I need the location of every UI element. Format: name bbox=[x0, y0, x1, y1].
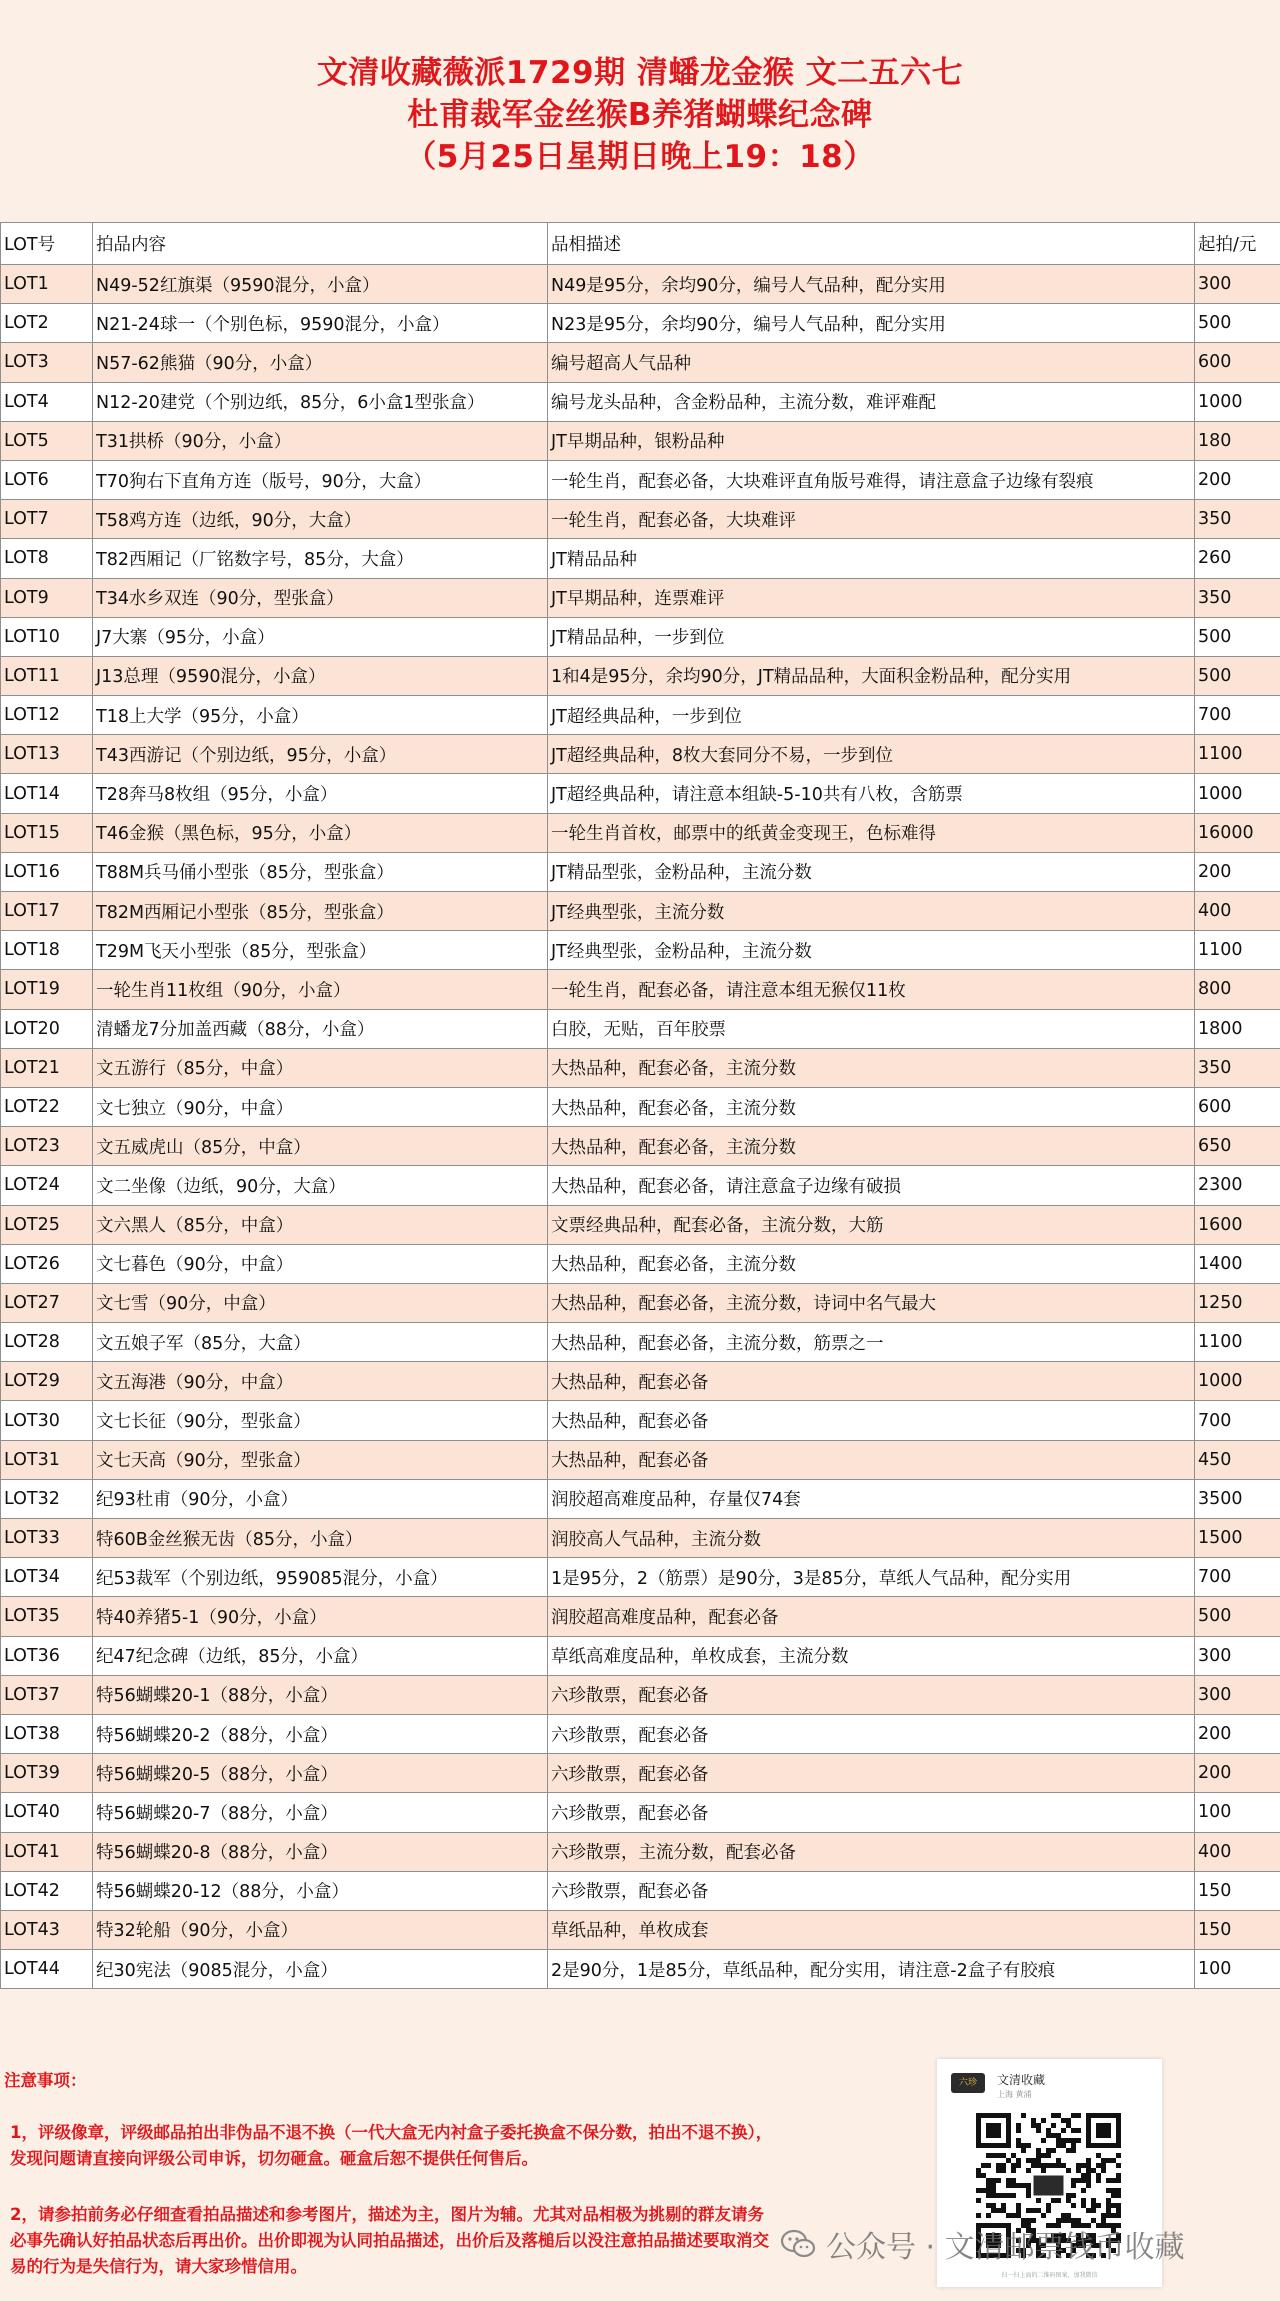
cell-condition: JT经典型张，主流分数 bbox=[548, 892, 1195, 931]
cell-lot: LOT13 bbox=[1, 735, 93, 774]
table-row bbox=[1, 1087, 1280, 1126]
cell-start-price: 200 bbox=[1195, 1754, 1280, 1793]
cell-condition: 润胶超高难度品种，存量仅74套 bbox=[548, 1479, 1195, 1518]
cell-start-price: 1100 bbox=[1195, 1323, 1280, 1362]
cell-lot: LOT22 bbox=[1, 1087, 93, 1126]
cell-lot: LOT17 bbox=[1, 892, 93, 931]
cell-content: 特40养猪5-1（90分，小盒） bbox=[93, 1597, 548, 1636]
cell-start-price: 400 bbox=[1195, 892, 1280, 931]
cell-condition: 大热品种，配套必备，主流分数 bbox=[548, 1087, 1195, 1126]
cell-lot: LOT8 bbox=[1, 539, 93, 578]
cell-condition: 1和4是95分，余均90分，JT精品品种，大面积金粉品种，配分实用 bbox=[548, 656, 1195, 695]
cell-lot: LOT1 bbox=[1, 265, 93, 304]
cell-content: 特56蝴蝶20-7（88分，小盒） bbox=[93, 1793, 548, 1832]
cell-content: 特56蝴蝶20-1（88分，小盒） bbox=[93, 1675, 548, 1714]
cell-lot: LOT20 bbox=[1, 1009, 93, 1048]
table-row bbox=[1, 382, 1280, 421]
cell-lot: LOT3 bbox=[1, 343, 93, 382]
cell-start-price: 200 bbox=[1195, 852, 1280, 891]
cell-condition: JT精品品种 bbox=[548, 539, 1195, 578]
cell-start-price: 1100 bbox=[1195, 931, 1280, 970]
cell-content: 纪30宪法（9085混分，小盒） bbox=[93, 1950, 548, 1989]
cell-start-price: 1250 bbox=[1195, 1283, 1280, 1322]
table-row bbox=[1, 1832, 1280, 1871]
cell-start-price: 500 bbox=[1195, 304, 1280, 343]
cell-start-price: 1500 bbox=[1195, 1519, 1280, 1558]
cell-start-price: 150 bbox=[1195, 1871, 1280, 1910]
cell-content: T28奔马8枚组（95分，小盒） bbox=[93, 774, 548, 813]
cell-content: 文五游行（85分，中盒） bbox=[93, 1048, 548, 1087]
table-row bbox=[1, 617, 1280, 656]
cell-condition: JT超经典品种，请注意本组缺-5-10共有八枚，含筋票 bbox=[548, 774, 1195, 813]
table-row bbox=[1, 539, 1280, 578]
cell-condition: 润胶超高难度品种，配套必备 bbox=[548, 1597, 1195, 1636]
cell-start-price: 650 bbox=[1195, 1127, 1280, 1166]
cell-condition: 大热品种，配套必备，主流分数 bbox=[548, 1127, 1195, 1166]
table-row bbox=[1, 1205, 1280, 1244]
cell-content: 纪53裁军（个别边纸，959085混分，小盒） bbox=[93, 1558, 548, 1597]
cell-lot: LOT11 bbox=[1, 656, 93, 695]
cell-content: 纪47纪念碑（边纸，85分，小盒） bbox=[93, 1636, 548, 1675]
qr-footer: 扫一扫上面的二维码图案，加我微信 bbox=[1001, 2272, 1098, 2279]
cell-condition: JT精品型张，金粉品种，主流分数 bbox=[548, 852, 1195, 891]
cell-start-price: 400 bbox=[1195, 1832, 1280, 1871]
cell-condition: 一轮生肖首枚，邮票中的纸黄金变现王，色标难得 bbox=[548, 813, 1195, 852]
notes-title: 注意事项： bbox=[4, 2071, 87, 2090]
cell-content: 特56蝴蝶20-2（88分，小盒） bbox=[93, 1714, 548, 1753]
table-row bbox=[1, 421, 1280, 460]
table-row bbox=[1, 1519, 1280, 1558]
cell-condition: 大热品种，配套必备，请注意盒子边缘有破损 bbox=[548, 1166, 1195, 1205]
cell-content: 文五海港（90分，中盒） bbox=[93, 1362, 548, 1401]
cell-start-price: 3500 bbox=[1195, 1479, 1280, 1518]
cell-content: J7大寨（95分，小盒） bbox=[93, 617, 548, 656]
cell-start-price: 100 bbox=[1195, 1950, 1280, 1989]
cell-start-price: 300 bbox=[1195, 1675, 1280, 1714]
cell-condition: 一轮生肖，配套必备，请注意本组无猴仅11枚 bbox=[548, 970, 1195, 1009]
table-row bbox=[1, 774, 1280, 813]
table-row bbox=[1, 931, 1280, 970]
cell-condition: 六珍散票，配套必备 bbox=[548, 1754, 1195, 1793]
cell-lot: LOT44 bbox=[1, 1950, 93, 1989]
cell-start-price: 700 bbox=[1195, 696, 1280, 735]
table-row bbox=[1, 656, 1280, 695]
cell-start-price: 600 bbox=[1195, 1087, 1280, 1126]
cell-condition: JT早期品种，银粉品种 bbox=[548, 421, 1195, 460]
cell-start-price: 2300 bbox=[1195, 1166, 1280, 1205]
cell-condition: 一轮生肖，配套必备，大块难评 bbox=[548, 500, 1195, 539]
cell-lot: LOT21 bbox=[1, 1048, 93, 1087]
table-row bbox=[1, 1597, 1280, 1636]
cell-lot: LOT14 bbox=[1, 774, 93, 813]
cell-start-price: 300 bbox=[1195, 1636, 1280, 1675]
cell-lot: LOT36 bbox=[1, 1636, 93, 1675]
cell-condition: 润胶高人气品种，主流分数 bbox=[548, 1519, 1195, 1558]
table-row bbox=[1, 1910, 1280, 1949]
page-header bbox=[0, 0, 1280, 222]
cell-condition: 大热品种，配套必备 bbox=[548, 1401, 1195, 1440]
cell-lot: LOT27 bbox=[1, 1283, 93, 1322]
cell-condition: 大热品种，配套必备 bbox=[548, 1440, 1195, 1479]
cell-lot: LOT16 bbox=[1, 852, 93, 891]
cell-condition: JT超经典品种，8枚大套同分不易，一步到位 bbox=[548, 735, 1195, 774]
auction-title-line1: 文清收藏薇派1729期 清蟠龙金猴 文二五六七 bbox=[316, 55, 964, 91]
notes-paragraph-1: 1，评级像章，评级邮品拍出非伪品不退不换（一代大盒无内衬盒子委托换盒不保分数，拍出不退不换），发现问题请直接向评级公司申诉，切勿砸盒。砸盒后恕不提供任何售后。 bbox=[10, 2123, 773, 2168]
cell-condition: 白胶，无贴，百年胶票 bbox=[548, 1009, 1195, 1048]
table-row bbox=[1, 304, 1280, 343]
cell-content: N57-62熊猫（90分，小盒） bbox=[93, 343, 548, 382]
table-row bbox=[1, 500, 1280, 539]
col-header-condition: 品相描述 bbox=[548, 223, 1195, 265]
cell-content: 特32轮船（90分，小盒） bbox=[93, 1910, 548, 1949]
cell-condition: 编号超高人气品种 bbox=[548, 343, 1195, 382]
table-row bbox=[1, 265, 1280, 304]
cell-start-price: 150 bbox=[1195, 1910, 1280, 1949]
cell-start-price: 260 bbox=[1195, 539, 1280, 578]
table-row bbox=[1, 343, 1280, 382]
cell-condition: 六珍散票，配套必备 bbox=[548, 1871, 1195, 1910]
cell-condition: 大热品种，配套必备，主流分数，诗词中名气最大 bbox=[548, 1283, 1195, 1322]
cell-lot: LOT31 bbox=[1, 1440, 93, 1479]
cell-content: 纪93杜甫（90分，小盒） bbox=[93, 1479, 548, 1518]
cell-start-price: 180 bbox=[1195, 421, 1280, 460]
cell-start-price: 500 bbox=[1195, 656, 1280, 695]
cell-lot: LOT35 bbox=[1, 1597, 93, 1636]
cell-condition: 草纸品种，单枚成套 bbox=[548, 1910, 1195, 1949]
cell-lot: LOT33 bbox=[1, 1519, 93, 1558]
cell-start-price: 200 bbox=[1195, 460, 1280, 499]
table-row bbox=[1, 578, 1280, 617]
cell-lot: LOT25 bbox=[1, 1205, 93, 1244]
cell-content: T34水乡双连（90分，型张盒） bbox=[93, 578, 548, 617]
table-row bbox=[1, 1323, 1280, 1362]
cell-content: 特56蝴蝶20-8（88分，小盒） bbox=[93, 1832, 548, 1871]
cell-condition: JT超经典品种，一步到位 bbox=[548, 696, 1195, 735]
table-row bbox=[1, 1244, 1280, 1283]
cell-content: T31拱桥（90分，小盒） bbox=[93, 421, 548, 460]
cell-start-price: 600 bbox=[1195, 343, 1280, 382]
cell-content: 特56蝴蝶20-12（88分，小盒） bbox=[93, 1871, 548, 1910]
cell-condition: 六珍散票，配套必备 bbox=[548, 1714, 1195, 1753]
cell-condition: 文票经典品种，配套必备，主流分数，大筋 bbox=[548, 1205, 1195, 1244]
lot-table-body bbox=[1, 265, 1280, 1989]
cell-content: 文五威虎山（85分，中盒） bbox=[93, 1127, 548, 1166]
cell-content: N49-52红旗渠（9590混分，小盒） bbox=[93, 265, 548, 304]
table-row bbox=[1, 1166, 1280, 1205]
cell-condition: 一轮生肖，配套必备，大块难评直角版号难得，请注意盒子边缘有裂痕 bbox=[548, 460, 1195, 499]
cell-lot: LOT5 bbox=[1, 421, 93, 460]
cell-condition: 大热品种，配套必备 bbox=[548, 1362, 1195, 1401]
cell-lot: LOT23 bbox=[1, 1127, 93, 1166]
cell-lot: LOT32 bbox=[1, 1479, 93, 1518]
cell-content: 文二坐像（边纸，90分，大盒） bbox=[93, 1166, 548, 1205]
table-row bbox=[1, 852, 1280, 891]
cell-condition: N23是95分，余均90分，编号人气品种，配分实用 bbox=[548, 304, 1195, 343]
cell-content: T82西厢记（厂铭数字号，85分，大盒） bbox=[93, 539, 548, 578]
cell-content: T18上大学（95分，小盒） bbox=[93, 696, 548, 735]
cell-content: 特56蝴蝶20-5（88分，小盒） bbox=[93, 1754, 548, 1793]
cell-content: 特60B金丝猴无齿（85分，小盒） bbox=[93, 1519, 548, 1558]
table-row bbox=[1, 1048, 1280, 1087]
cell-condition: 六珍散票，配套必备 bbox=[548, 1675, 1195, 1714]
cell-condition: 六珍散票，主流分数，配套必备 bbox=[548, 1832, 1195, 1871]
cell-content: 文七雪（90分，中盒） bbox=[93, 1283, 548, 1322]
cell-content: T43西游记（个别边纸，95分，小盒） bbox=[93, 735, 548, 774]
cell-condition: JT精品品种，一步到位 bbox=[548, 617, 1195, 656]
cell-lot: LOT34 bbox=[1, 1558, 93, 1597]
cell-lot: LOT24 bbox=[1, 1166, 93, 1205]
cell-content: 文七暮色（90分，中盒） bbox=[93, 1244, 548, 1283]
table-row bbox=[1, 892, 1280, 931]
table-row bbox=[1, 970, 1280, 1009]
cell-content: T58鸡方连（边纸，90分，大盒） bbox=[93, 500, 548, 539]
cell-content: 文七独立（90分，中盒） bbox=[93, 1087, 548, 1126]
cell-lot: LOT41 bbox=[1, 1832, 93, 1871]
cell-lot: LOT7 bbox=[1, 500, 93, 539]
cell-condition: 大热品种，配套必备，主流分数 bbox=[548, 1244, 1195, 1283]
qr-account-location: 上海 黄浦 bbox=[997, 2090, 1032, 2099]
table-row bbox=[1, 696, 1280, 735]
lot-table bbox=[0, 222, 1280, 1989]
cell-content: T70狗右下直角方连（版号，90分，大盒） bbox=[93, 460, 548, 499]
table-row bbox=[1, 1675, 1280, 1714]
table-row bbox=[1, 1440, 1280, 1479]
qr-logo: 六珍 bbox=[951, 2073, 985, 2093]
cell-condition: JT早期品种，连票难评 bbox=[548, 578, 1195, 617]
cell-start-price: 16000 bbox=[1195, 813, 1280, 852]
cell-start-price: 1400 bbox=[1195, 1244, 1280, 1283]
cell-content: 文六黑人（85分，中盒） bbox=[93, 1205, 548, 1244]
cell-condition: 编号龙头品种，含金粉品种，主流分数，难评难配 bbox=[548, 382, 1195, 421]
cell-start-price: 300 bbox=[1195, 265, 1280, 304]
table-row bbox=[1, 1558, 1280, 1597]
table-header-row bbox=[1, 223, 1280, 265]
watermark-text: 公众号 · 文清邮票钱币收藏 bbox=[826, 2230, 1185, 2265]
cell-lot: LOT39 bbox=[1, 1754, 93, 1793]
cell-lot: LOT26 bbox=[1, 1244, 93, 1283]
cell-content: 文七长征（90分，型张盒） bbox=[93, 1401, 548, 1440]
cell-start-price: 700 bbox=[1195, 1401, 1280, 1440]
cell-content: N12-20建党（个别边纸，85分，6小盒1型张盒） bbox=[93, 382, 548, 421]
notes-paragraph-2: 2，请参拍前务必仔细查看拍品描述和参考图片，描述为主，图片为辅。尤其对品相极为挑剔的群友请务必事先确认好拍品状态后再出价。出价即视为认同拍品描述，出价后及落槌后以没注意拍品描述要取消交易的行为是失信行为，请大家珍惜信用。 bbox=[10, 2205, 769, 2276]
cell-lot: LOT4 bbox=[1, 382, 93, 421]
cell-condition: 六珍散票，配套必备 bbox=[548, 1793, 1195, 1832]
cell-condition: JT经典型张，金粉品种，主流分数 bbox=[548, 931, 1195, 970]
cell-content: 清蟠龙7分加盖西藏（88分，小盒） bbox=[93, 1009, 548, 1048]
cell-lot: LOT30 bbox=[1, 1401, 93, 1440]
cell-lot: LOT19 bbox=[1, 970, 93, 1009]
cell-content: 一轮生肖11枚组（90分，小盒） bbox=[93, 970, 548, 1009]
cell-lot: LOT10 bbox=[1, 617, 93, 656]
cell-lot: LOT9 bbox=[1, 578, 93, 617]
table-row bbox=[1, 460, 1280, 499]
table-row bbox=[1, 813, 1280, 852]
cell-lot: LOT12 bbox=[1, 696, 93, 735]
cell-content: 文五娘子军（85分，大盒） bbox=[93, 1323, 548, 1362]
cell-lot: LOT38 bbox=[1, 1714, 93, 1753]
table-row bbox=[1, 1636, 1280, 1675]
col-header-start-price: 起拍/元 bbox=[1195, 223, 1280, 265]
cell-lot: LOT40 bbox=[1, 1793, 93, 1832]
cell-start-price: 500 bbox=[1195, 617, 1280, 656]
cell-lot: LOT6 bbox=[1, 460, 93, 499]
col-header-lot: LOT号 bbox=[1, 223, 93, 265]
cell-condition: N49是95分，余均90分，编号人气品种，配分实用 bbox=[548, 265, 1195, 304]
auction-title-line2: 杜甫裁军金丝猴B养猪蝴蝶纪念碑 bbox=[407, 97, 873, 133]
auction-date: （5月25日星期日晚上19：18） bbox=[405, 139, 875, 175]
watermark bbox=[780, 2226, 1185, 2265]
cell-lot: LOT28 bbox=[1, 1323, 93, 1362]
table-row bbox=[1, 1714, 1280, 1753]
cell-start-price: 350 bbox=[1195, 500, 1280, 539]
table-row bbox=[1, 1362, 1280, 1401]
cell-content: J13总理（9590混分，小盒） bbox=[93, 656, 548, 695]
cell-start-price: 1000 bbox=[1195, 774, 1280, 813]
cell-content: 文七天高（90分，型张盒） bbox=[93, 1440, 548, 1479]
cell-start-price: 350 bbox=[1195, 578, 1280, 617]
table-row bbox=[1, 1401, 1280, 1440]
cell-content: T82M西厢记小型张（85分，型张盒） bbox=[93, 892, 548, 931]
cell-condition: 1是95分，2（筋票）是90分，3是85分，草纸人气品种，配分实用 bbox=[548, 1558, 1195, 1597]
cell-start-price: 1000 bbox=[1195, 1362, 1280, 1401]
cell-start-price: 1000 bbox=[1195, 382, 1280, 421]
table-row bbox=[1, 1479, 1280, 1518]
cell-start-price: 450 bbox=[1195, 1440, 1280, 1479]
cell-condition: 草纸高难度品种，单枚成套，主流分数 bbox=[548, 1636, 1195, 1675]
cell-start-price: 500 bbox=[1195, 1597, 1280, 1636]
cell-lot: LOT37 bbox=[1, 1675, 93, 1714]
cell-start-price: 100 bbox=[1195, 1793, 1280, 1832]
qr-account-name: 文清收藏 bbox=[997, 2073, 1046, 2087]
table-row bbox=[1, 1871, 1280, 1910]
table-row bbox=[1, 1283, 1280, 1322]
cell-condition: 大热品种，配套必备，主流分数，筋票之一 bbox=[548, 1323, 1195, 1362]
cell-lot: LOT15 bbox=[1, 813, 93, 852]
cell-lot: LOT18 bbox=[1, 931, 93, 970]
cell-start-price: 200 bbox=[1195, 1714, 1280, 1753]
table-row bbox=[1, 1009, 1280, 1048]
cell-start-price: 350 bbox=[1195, 1048, 1280, 1087]
cell-condition: 大热品种，配套必备，主流分数 bbox=[548, 1048, 1195, 1087]
wechat-icon bbox=[780, 2229, 816, 2259]
cell-condition: 2是90分，1是85分，草纸品种，配分实用，请注意-2盒子有胶痕 bbox=[548, 1950, 1195, 1989]
cell-lot: LOT29 bbox=[1, 1362, 93, 1401]
cell-start-price: 1800 bbox=[1195, 1009, 1280, 1048]
table-row bbox=[1, 1793, 1280, 1832]
cell-start-price: 700 bbox=[1195, 1558, 1280, 1597]
cell-start-price: 1600 bbox=[1195, 1205, 1280, 1244]
cell-content: T88M兵马俑小型张（85分，型张盒） bbox=[93, 852, 548, 891]
table-row bbox=[1, 1127, 1280, 1166]
cell-lot: LOT43 bbox=[1, 1910, 93, 1949]
cell-lot: LOT2 bbox=[1, 304, 93, 343]
table-row bbox=[1, 735, 1280, 774]
table-row bbox=[1, 1950, 1280, 1989]
cell-content: T46金猴（黑色标，95分，小盒） bbox=[93, 813, 548, 852]
cell-lot: LOT42 bbox=[1, 1871, 93, 1910]
cell-content: N21-24球一（个别色标，9590混分，小盒） bbox=[93, 304, 548, 343]
cell-start-price: 800 bbox=[1195, 970, 1280, 1009]
cell-content: T29M飞天小型张（85分，型张盒） bbox=[93, 931, 548, 970]
col-header-content: 拍品内容 bbox=[93, 223, 548, 265]
cell-start-price: 1100 bbox=[1195, 735, 1280, 774]
table-row bbox=[1, 1754, 1280, 1793]
